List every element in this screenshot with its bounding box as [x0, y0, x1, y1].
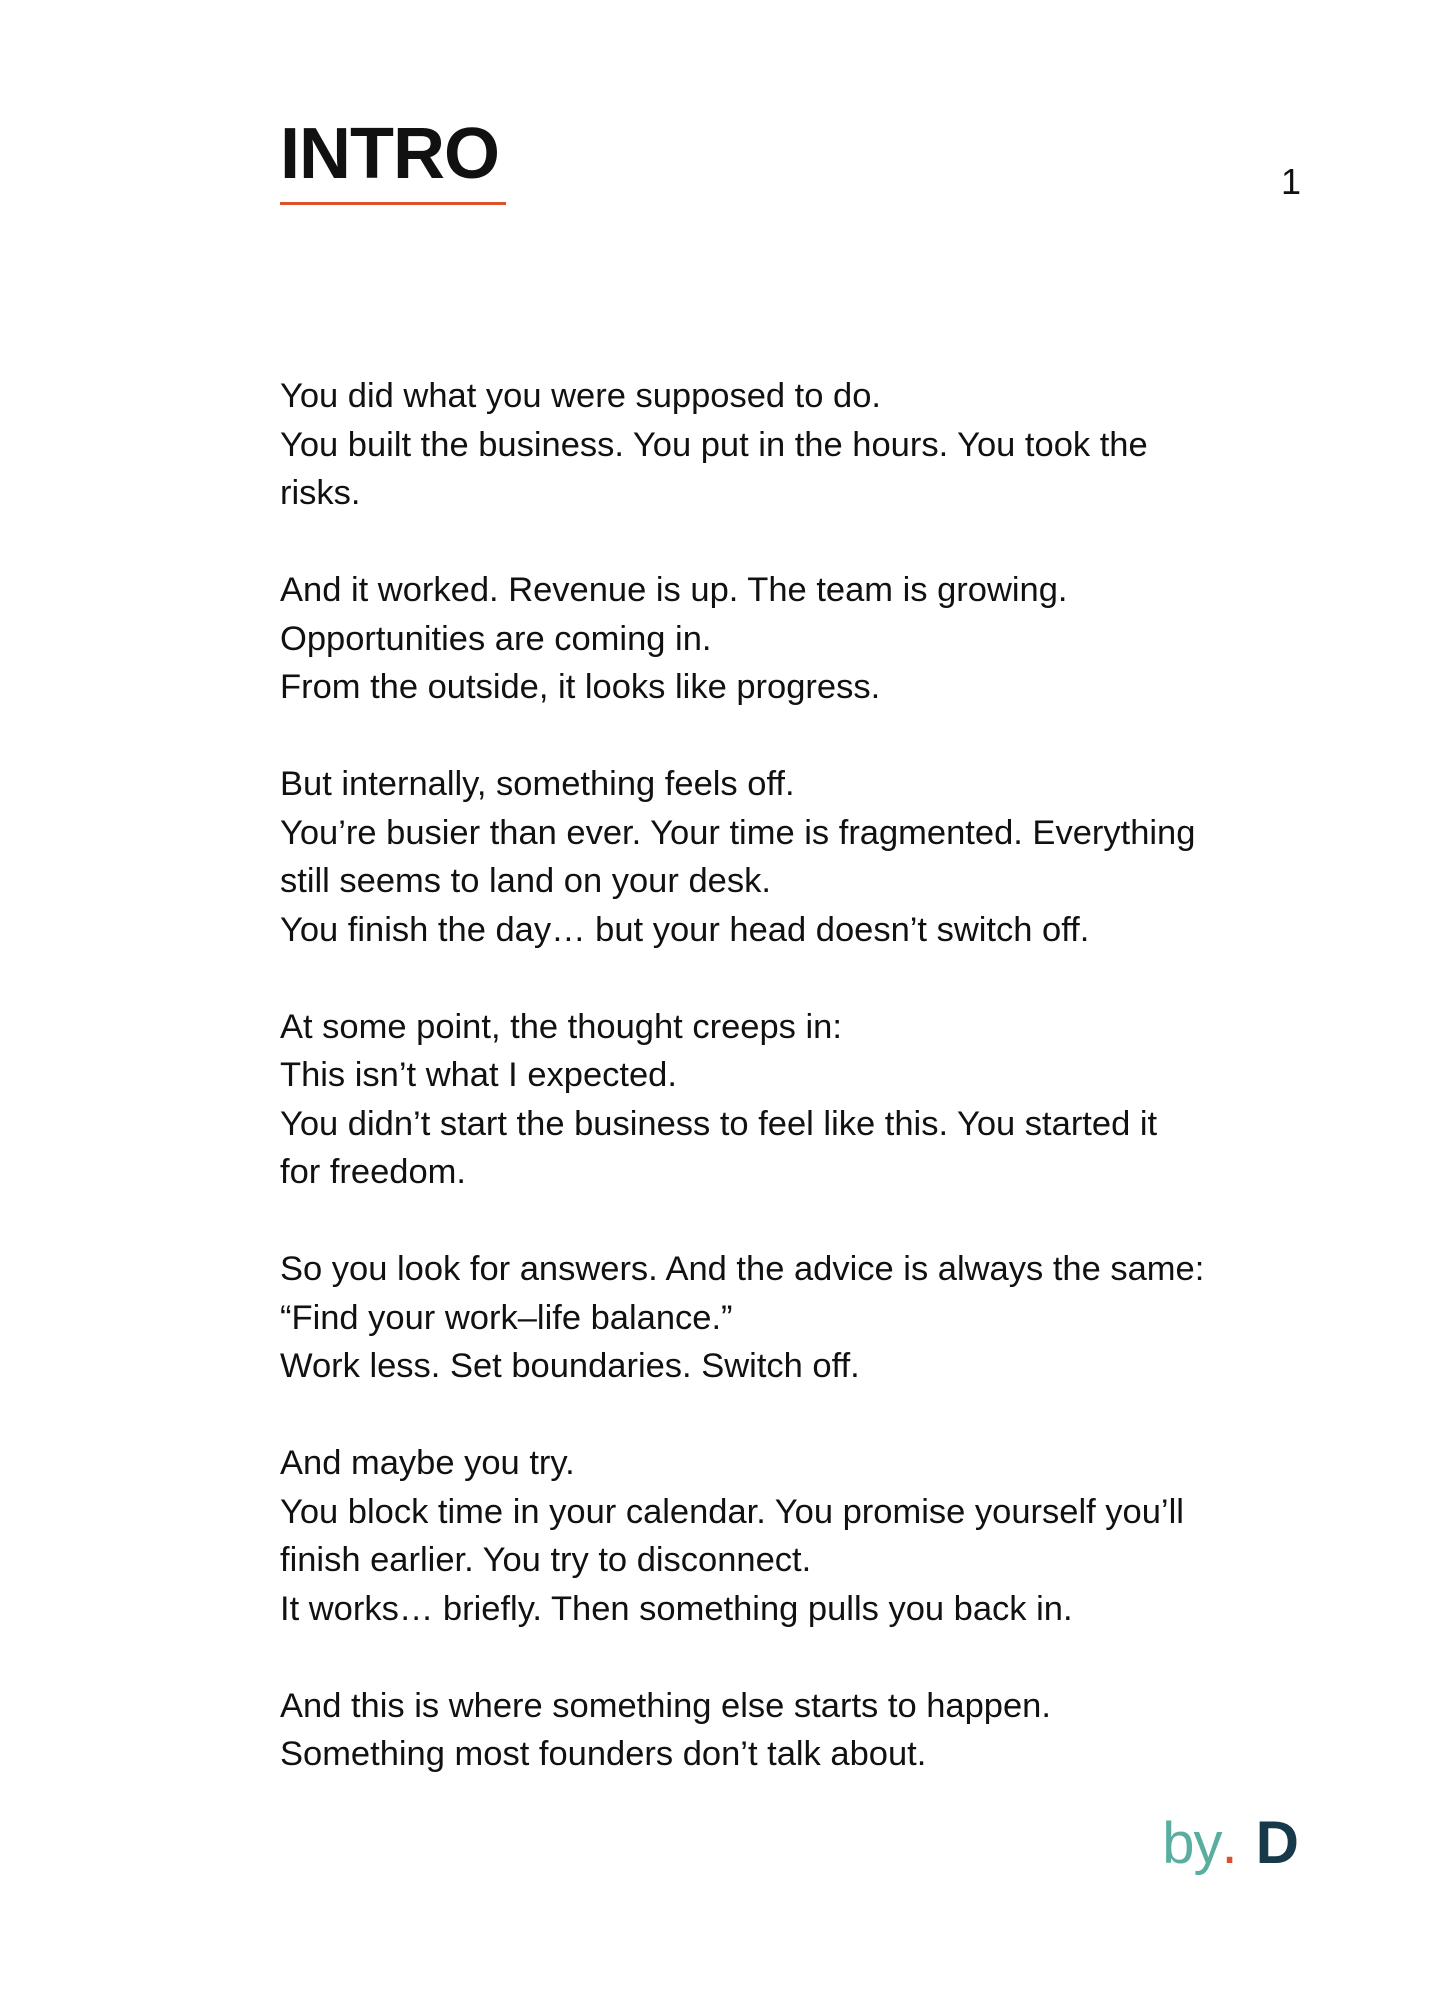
text-line: And maybe you try.: [280, 1444, 575, 1482]
section-title: INTRO: [280, 114, 499, 194]
brand-logo: [1162, 1808, 1299, 1888]
text-line: still seems to land on your desk.: [280, 862, 771, 900]
body-text: [280, 372, 1340, 1827]
paragraph: [280, 1245, 1340, 1391]
logo-d-mark: D: [1255, 1809, 1299, 1876]
text-line: for freedom.: [280, 1153, 466, 1191]
text-line: Work less. Set boundaries. Switch off.: [280, 1347, 860, 1385]
logo-dot: .: [1221, 1811, 1238, 1876]
paragraph: [280, 1003, 1340, 1197]
paragraph: [280, 1439, 1340, 1633]
text-line: You did what you were supposed to do.: [280, 377, 881, 415]
text-line: At some point, the thought creeps in:: [280, 1007, 842, 1046]
title-underline: [280, 202, 506, 205]
paragraph: [280, 566, 1340, 712]
text-line: risks.: [280, 474, 361, 512]
text-line: You block time in your calendar. You promise yourself you’ll: [280, 1492, 1184, 1531]
text-line: But internally, something feels off.: [280, 765, 795, 803]
text-line: You’re busier than ever. Your time is fragmented. Everything: [280, 813, 1196, 852]
text-line: “Find your work–life balance.”: [280, 1298, 733, 1337]
paragraph: [280, 372, 1340, 518]
paragraph: [280, 1682, 1340, 1779]
text-line: From the outside, it looks like progress.: [280, 668, 881, 706]
text-line: Opportunities are coming in.: [280, 619, 712, 658]
text-line: You built the business. You put in the hours. You took the: [280, 425, 1148, 464]
text-line: So you look for answers. And the advice is always the same:: [280, 1250, 1205, 1288]
text-line: You finish the day… but your head doesn’t switch off.: [280, 910, 1090, 949]
text-line: It works… briefly. Then something pulls you back in.: [280, 1589, 1073, 1628]
text-line: You didn’t start the business to feel like this. You started it: [280, 1104, 1158, 1143]
text-line: This isn’t what I expected.: [280, 1056, 677, 1094]
text-line: Something most founders don’t talk about.: [280, 1735, 927, 1773]
text-line: And it worked. Revenue is up. The team is growing.: [280, 571, 1068, 609]
page-number: 1: [1280, 161, 1301, 202]
text-line: finish earlier. You try to disconnect.: [280, 1541, 812, 1579]
text-line: And this is where something else starts to happen.: [280, 1686, 1051, 1725]
logo-by-text: by: [1162, 1811, 1222, 1876]
paragraph: [280, 760, 1340, 954]
